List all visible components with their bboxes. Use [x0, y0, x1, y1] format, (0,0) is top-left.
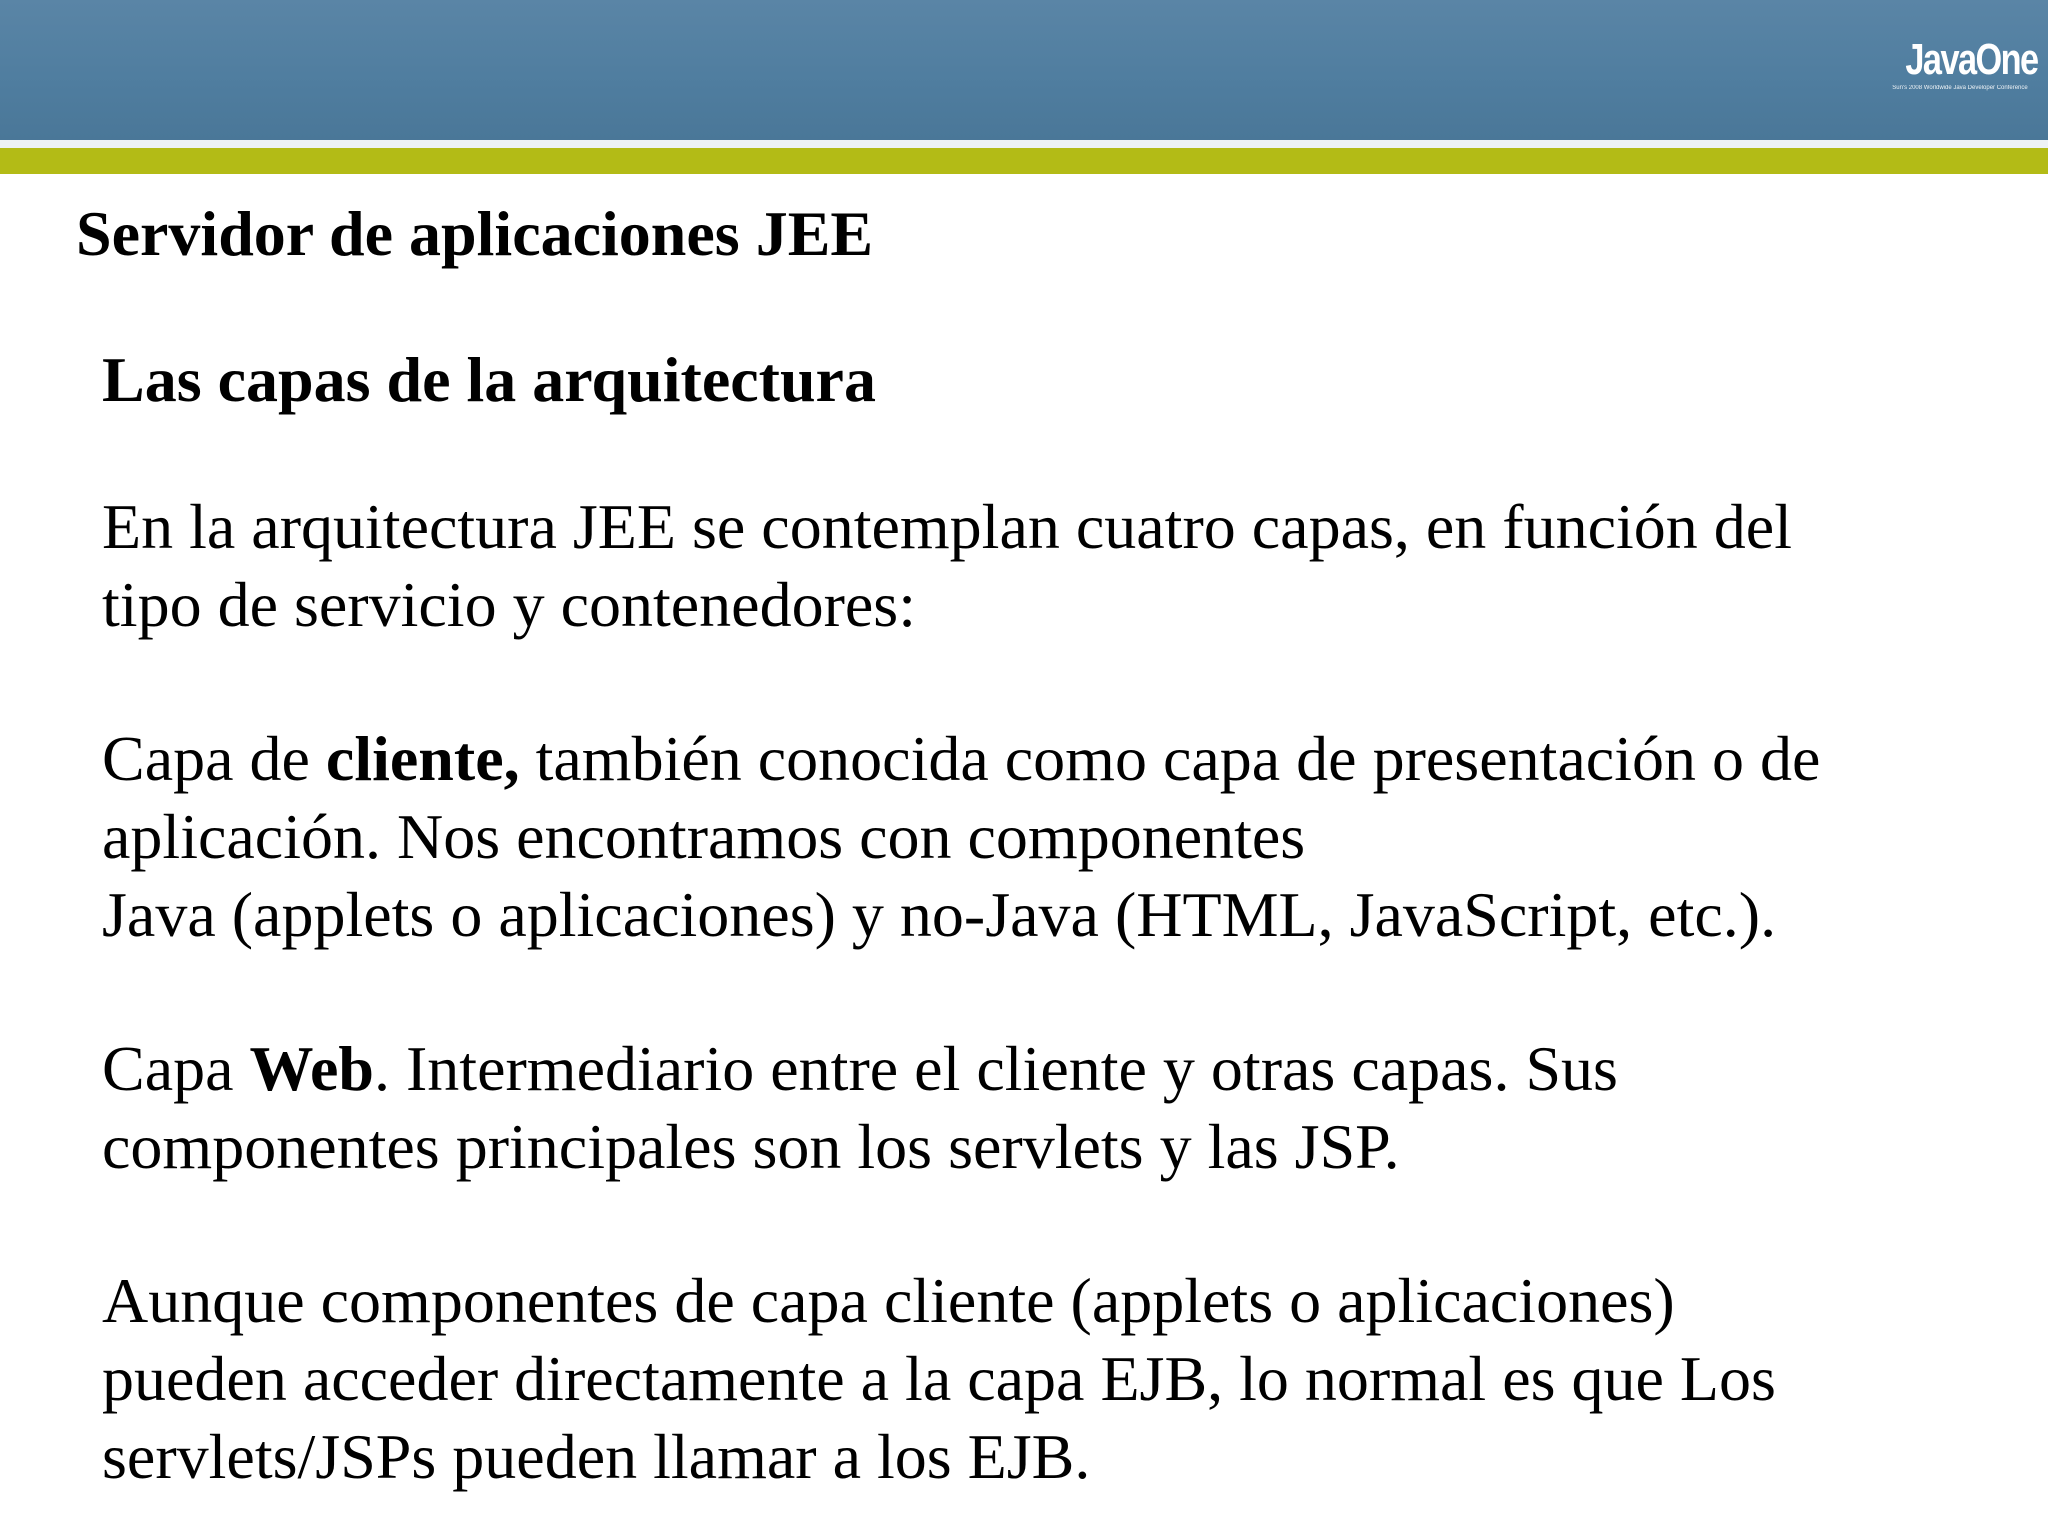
- client-term: cliente,: [325, 723, 520, 794]
- web-line-1: [102, 1030, 2002, 1108]
- ejb-line-3: servlets/JSPs pueden llamar a los EJB.: [102, 1421, 1091, 1492]
- client-line-1-rest: también conocida como capa de presentación o de: [519, 723, 1821, 794]
- intro-line-2: tipo de servicio y contenedores:: [102, 569, 916, 640]
- intro-line-1: En la arquitectura JEE se contemplan cuatro capas, en función del: [102, 491, 1792, 562]
- client-tier-paragraph: [102, 720, 2002, 954]
- client-line-1: [102, 720, 2002, 798]
- javaone-logo: [1890, 35, 2038, 106]
- web-term: Web: [249, 1033, 374, 1104]
- ejb-line-1: Aunque componentes de capa cliente (applets o aplicaciones): [102, 1265, 1675, 1336]
- accent-band: [0, 148, 2048, 174]
- client-line-2: aplicación. Nos encontramos con componentes: [102, 801, 1306, 872]
- ejb-line-2: pueden acceder directamente a la capa EJB, lo normal es que Los: [102, 1343, 1776, 1414]
- web-line-2: componentes principales son los servlets y las JSP.: [102, 1111, 1400, 1182]
- web-prefix: Capa: [102, 1033, 250, 1104]
- page-title: Servidor de aplicaciones JEE: [76, 198, 874, 269]
- intro-paragraph: [102, 488, 2002, 644]
- web-tier-paragraph: [102, 1030, 2002, 1186]
- client-line-3: Java (applets o aplicaciones) y no-Java (HTML, JavaScript, etc.).: [102, 879, 1777, 950]
- client-prefix: Capa de: [102, 723, 326, 794]
- logo-tagline: Sun's 2008 Worldwide Java Developer Conference: [1892, 85, 2028, 91]
- web-line-1-rest: . Intermediario entre el cliente y otras capas. Sus: [373, 1033, 1618, 1104]
- slide-content: [102, 340, 2002, 1496]
- header-divider: [0, 140, 2048, 148]
- header-band: [0, 0, 2048, 140]
- logo-wordmark: JavaOne: [1905, 35, 2038, 84]
- ejb-paragraph: [102, 1262, 2002, 1496]
- section-subtitle: Las capas de la arquitectura: [102, 344, 876, 415]
